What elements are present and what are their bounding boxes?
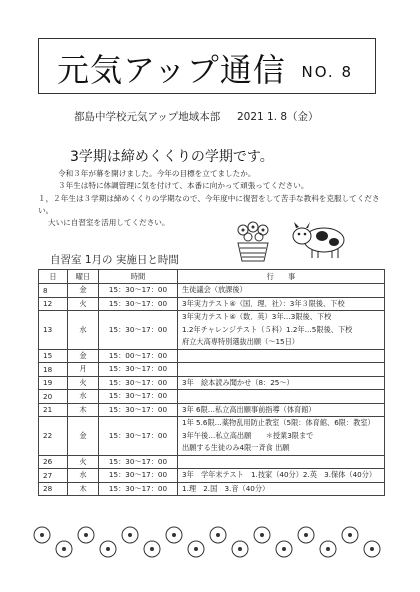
header-day: 日 bbox=[39, 270, 68, 284]
border-flower-center bbox=[348, 533, 352, 537]
row-day: 12 bbox=[39, 297, 68, 311]
table-header-row bbox=[39, 270, 385, 284]
row-day: 19 bbox=[39, 376, 68, 390]
row-time: 15：30～17：00 bbox=[99, 482, 178, 496]
row-dow: 水 bbox=[68, 311, 99, 350]
border-flower-center bbox=[84, 533, 88, 537]
para-line: い。 bbox=[38, 205, 54, 215]
row-dow: 金 bbox=[68, 284, 99, 298]
flower-basket-illustration bbox=[232, 221, 274, 263]
row-dow: 火 bbox=[68, 455, 99, 469]
event-line bbox=[182, 363, 380, 376]
event-line: 生徒議会（放課後） bbox=[182, 285, 247, 294]
event-line: 1.理 2.国 3.音（40分） bbox=[182, 483, 270, 493]
border-flower-center bbox=[326, 547, 330, 551]
row-day: 26 bbox=[39, 455, 68, 469]
row-dow: 火 bbox=[68, 376, 99, 390]
table-row bbox=[39, 469, 385, 483]
row-day: 22 bbox=[39, 417, 68, 456]
border-flower-center bbox=[304, 533, 308, 537]
table-row bbox=[39, 482, 385, 496]
border-flower-center bbox=[216, 533, 220, 537]
row-time: 15：30～17：00 bbox=[99, 403, 178, 417]
row-events bbox=[178, 482, 385, 496]
header-events: 行 事 bbox=[178, 270, 385, 284]
border-flower-center bbox=[370, 547, 374, 551]
event-line bbox=[182, 350, 380, 363]
border-flower-center bbox=[150, 547, 154, 551]
row-time: 15：30～17：00 bbox=[99, 390, 178, 404]
table-row bbox=[39, 455, 385, 469]
row-time: 15：30～17：00 bbox=[99, 311, 178, 350]
row-dow: 水 bbox=[68, 469, 99, 483]
row-day: 18 bbox=[39, 363, 68, 377]
table-row bbox=[39, 297, 385, 311]
event-line: 3年実力テスト④（国．理．社）：3年３限後、下校 bbox=[182, 298, 345, 308]
event-line: 3年 学年末テスト 1.技家（40分）2.英 3.保体（40分） bbox=[182, 470, 377, 479]
row-dow: 水 bbox=[68, 390, 99, 404]
event-line bbox=[182, 456, 380, 469]
border-flower-center bbox=[40, 533, 44, 537]
row-events bbox=[178, 363, 385, 377]
row-time: 15：30～17：00 bbox=[99, 376, 178, 390]
border-flower-center bbox=[194, 547, 198, 551]
row-dow: 火 bbox=[68, 297, 99, 311]
row-time: 15：30～17：00 bbox=[99, 469, 178, 483]
cow-illustration bbox=[290, 216, 350, 260]
row-events bbox=[178, 455, 385, 469]
issue-number: NO. 8 bbox=[301, 63, 353, 81]
schedule-table bbox=[38, 269, 385, 496]
issue-date: 2021 1. 8（金） bbox=[236, 111, 319, 123]
row-day: 21 bbox=[39, 403, 68, 417]
event-line: 3年実力テスト④（数．英）3年…3限後、下校 bbox=[182, 312, 332, 321]
row-day: 13 bbox=[39, 311, 68, 350]
row-day: 20 bbox=[39, 390, 68, 404]
row-events bbox=[178, 469, 385, 483]
row-dow: 金 bbox=[68, 417, 99, 456]
border-flower-center bbox=[62, 547, 66, 551]
table-row bbox=[39, 403, 385, 417]
header-line bbox=[74, 109, 319, 124]
event-line: 3年 6限…私立高出願事前指導（体育館） bbox=[182, 404, 316, 414]
event-line: 1年 5.6限…薬物乱用防止教室（5限：体育館、6限：教室） bbox=[182, 418, 375, 427]
row-events bbox=[178, 284, 385, 298]
schedule-subtitle: 自習室 1月の 実施日と時間 bbox=[50, 254, 179, 266]
row-day: 27 bbox=[39, 469, 68, 483]
event-line: 府立大高専特別選抜出願（～15日） bbox=[182, 337, 299, 346]
header-time: 時間 bbox=[99, 270, 178, 284]
border-flower-center bbox=[172, 533, 176, 537]
row-time: 15：30～17：00 bbox=[99, 417, 178, 456]
row-time: 15：00～17：00 bbox=[99, 349, 178, 363]
row-events bbox=[178, 403, 385, 417]
event-line: 3年 絵本読み聞かせ（8：25～） bbox=[182, 377, 294, 387]
border-flower-center bbox=[128, 533, 132, 537]
table-row bbox=[39, 376, 385, 390]
table-row bbox=[39, 390, 385, 404]
row-time: 15：30～17：00 bbox=[99, 455, 178, 469]
event-line bbox=[182, 390, 380, 403]
newsletter-title: 元気アップ通信 bbox=[57, 51, 286, 89]
table-row bbox=[39, 311, 385, 350]
row-time: 15：30～17：00 bbox=[99, 297, 178, 311]
title-box bbox=[38, 38, 376, 94]
event-line: 1.2年チャレンジテスト（５科）1.2年…5限後、下校 bbox=[182, 324, 353, 334]
event-line: 出願する生徒のみ4限一斉食 出願 bbox=[182, 443, 290, 452]
table-row bbox=[39, 363, 385, 377]
schedule-body bbox=[39, 284, 385, 496]
border-flower-center bbox=[106, 547, 110, 551]
border-flower-center bbox=[238, 547, 242, 551]
row-events bbox=[178, 417, 385, 456]
para-line: １，２年生は３学期は締めくくりの学期なので、今年度中に復習をして苦手な教科を克服してくださ bbox=[38, 193, 380, 203]
row-dow: 金 bbox=[68, 349, 99, 363]
table-row bbox=[39, 349, 385, 363]
border-flower-center bbox=[282, 547, 286, 551]
row-events bbox=[178, 349, 385, 363]
event-line: 3年午後…私立高出願 ＊授業3限まで bbox=[182, 430, 314, 440]
para-line: ３年生は特に体調管理に気を付けて、本番に向かって頑張ってください。 bbox=[58, 181, 309, 191]
table-row bbox=[39, 284, 385, 298]
organization: 都島中学校元気アップ地域本部 bbox=[74, 111, 221, 123]
row-day: 15 bbox=[39, 349, 68, 363]
row-day: 28 bbox=[39, 482, 68, 496]
header-dow: 曜日 bbox=[68, 270, 99, 284]
para-line: 令和３年が幕を開けました。今年の目標を立てましたか。 bbox=[58, 169, 256, 178]
row-time: 15：30～17：00 bbox=[99, 363, 178, 377]
table-row bbox=[39, 417, 385, 456]
flower-border-decoration bbox=[30, 517, 390, 577]
row-events bbox=[178, 311, 385, 350]
row-events bbox=[178, 376, 385, 390]
lead-heading: 3学期は締めくくりの学期です。 bbox=[70, 149, 274, 165]
border-flower-center bbox=[260, 533, 264, 537]
row-dow: 木 bbox=[68, 403, 99, 417]
row-events bbox=[178, 297, 385, 311]
row-dow: 月 bbox=[68, 363, 99, 377]
row-events bbox=[178, 390, 385, 404]
row-dow: 木 bbox=[68, 482, 99, 496]
para-line: 大いに自習室を活用してください。 bbox=[48, 218, 170, 228]
row-time: 15：30～17：00 bbox=[99, 284, 178, 298]
row-day: 8 bbox=[39, 284, 68, 298]
